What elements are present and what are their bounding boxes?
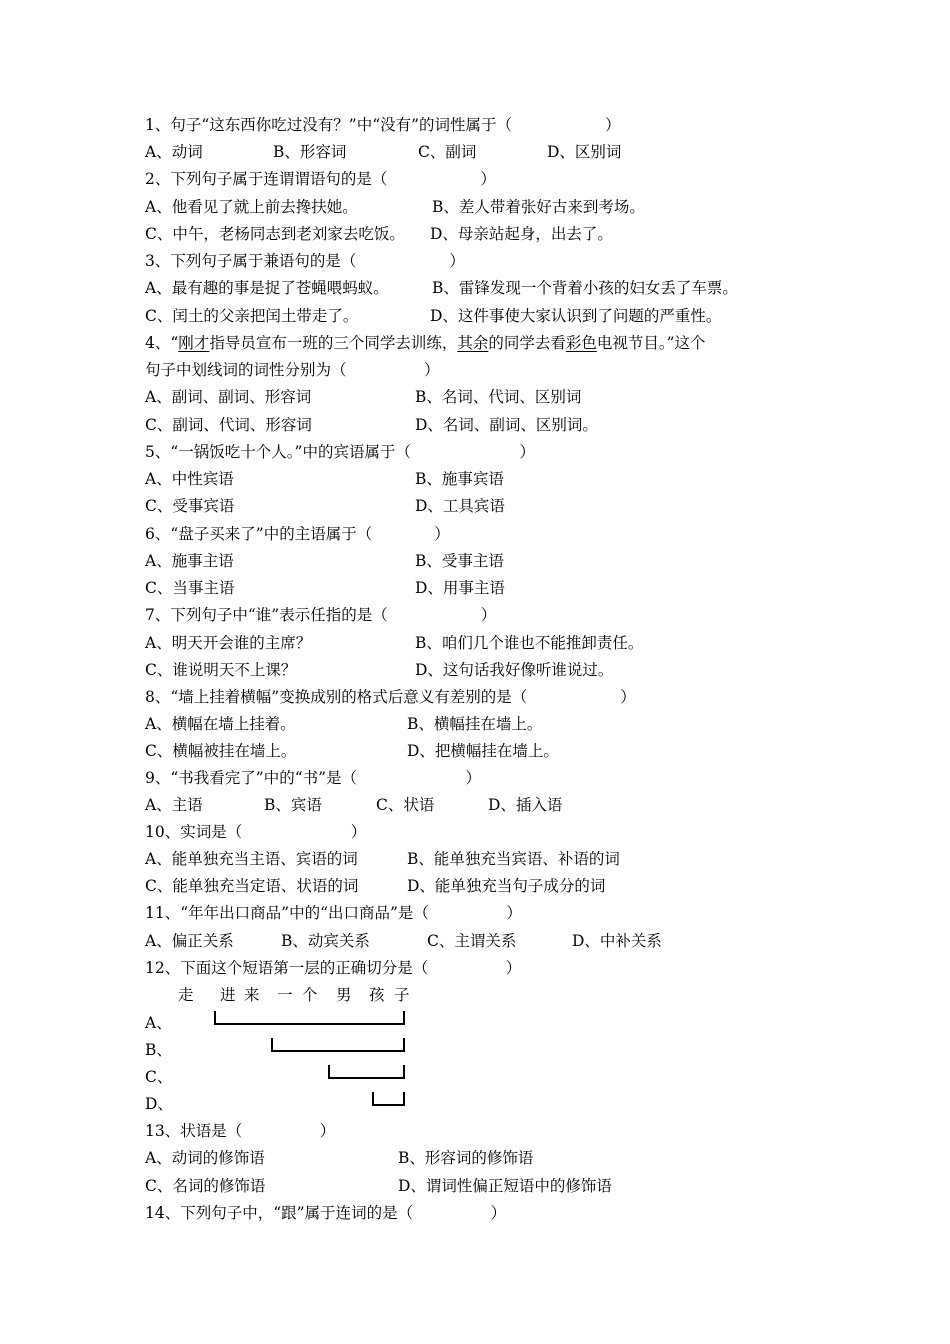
- q3-option-d: D、这件事使大家认识到了问题的严重性。: [430, 307, 722, 325]
- phrase-word: 子: [394, 986, 410, 1004]
- q2-option-c: C、中午，老杨同志到老刘家去吃饭。: [145, 225, 405, 243]
- q4-option-c: C、副词、代词、形容词: [145, 416, 312, 434]
- q2-option-d: D、母亲站起身，出去了。: [430, 225, 613, 243]
- phrase-word: 孩: [369, 986, 385, 1004]
- phrase-word: 走: [178, 986, 194, 1004]
- phrase-word: 一: [277, 986, 293, 1004]
- q3-option-a: A、最有趣的事是捉了苍蝇喂蚂蚁。: [145, 279, 389, 297]
- q5-option-a: A、中性宾语: [145, 470, 234, 488]
- q4-option-a: A、副词、副词、形容词: [145, 388, 312, 406]
- q1-option-a: A、动词: [145, 143, 203, 161]
- q11-option-b: B、动宾关系: [281, 932, 370, 950]
- q10-option-c: C、能单独充当定语、状语的词: [145, 877, 359, 895]
- q10-option-d: D、能单独充当句子成分的词: [407, 877, 606, 895]
- q1-option-c: C、副词: [418, 143, 477, 161]
- question-6: 6、“盘子买来了”中的主语属于（ ）: [145, 525, 450, 543]
- question-12: 12、下面这个短语第一层的正确切分是（ ）: [145, 959, 522, 977]
- q12-option-a: A、: [145, 1014, 172, 1032]
- q6-option-d: D、用事主语: [415, 579, 505, 597]
- q5-option-d: D、工具宾语: [415, 497, 505, 515]
- q13-option-d: D、谓词性偏正短语中的修饰语: [398, 1177, 612, 1195]
- q8-option-d: D、把横幅挂在墙上。: [407, 742, 559, 760]
- q13-option-a: A、动词的修饰语: [145, 1149, 265, 1167]
- question-13: 13、状语是（ ）: [145, 1122, 336, 1140]
- q9-option-d: D、插入语: [488, 796, 563, 814]
- segmentation-bracket-d: [372, 1092, 405, 1106]
- q13-option-c: C、名词的修饰语: [145, 1177, 266, 1195]
- q12-option-b: B、: [145, 1041, 172, 1059]
- q3-option-c: C、闰土的父亲把闰土带走了。: [145, 307, 359, 325]
- q6-option-c: C、当事主语: [145, 579, 235, 597]
- q2-option-b: B、差人带着张好古来到考场。: [432, 198, 645, 216]
- segmentation-bracket-a: [214, 1011, 405, 1025]
- q9-option-b: B、宾语: [264, 796, 322, 814]
- question-11: 11、“年年出口商品”中的“出口商品”是（ ）: [145, 904, 522, 922]
- q9-option-c: C、状语: [376, 796, 435, 814]
- segmentation-bracket-b: [271, 1038, 405, 1052]
- q8-option-c: C、横幅被挂在墙上。: [145, 742, 297, 760]
- underlined-word-3: 彩色: [565, 334, 597, 352]
- q12-option-d: D、: [145, 1095, 173, 1113]
- q4-option-d: D、名词、副词、区别词。: [415, 416, 598, 434]
- q8-option-a: A、横幅在墙上挂着。: [145, 715, 296, 733]
- question-4: 4、“刚才指导员宣布一班的三个同学去训练，其余的同学去看彩色电视节目。”这个: [145, 334, 706, 352]
- q4-option-b: B、名词、代词、区别词: [415, 388, 582, 406]
- q7-option-b: B、咱们几个谁也不能推卸责任。: [415, 634, 644, 652]
- q7-option-a: A、明天开会谁的主席？: [145, 634, 312, 652]
- segmentation-bracket-c: [328, 1065, 405, 1079]
- q5-option-c: C、受事宾语: [145, 497, 235, 515]
- q11-option-d: D、中补关系: [572, 932, 662, 950]
- question-10: 10、实词是（ ）: [145, 823, 367, 841]
- phrase-word: 个: [302, 986, 318, 1004]
- q7-option-c: C、谁说明天不上课？: [145, 661, 297, 679]
- q7-option-d: D、这句话我好像听谁说过。: [415, 661, 614, 679]
- q3-option-b: B、雷锋发现一个背着小孩的妇女丢了车票。: [432, 279, 738, 297]
- q5-option-b: B、施事宾语: [415, 470, 504, 488]
- question-7: 7、下列句子中“谁”表示任指的是（ ）: [145, 606, 497, 624]
- q10-option-a: A、能单独充当主语、宾语的词: [145, 850, 358, 868]
- question-5: 5、“一锅饭吃十个人。”中的宾语属于（ ）: [145, 443, 535, 461]
- q10-option-b: B、能单独充当宾语、补语的词: [407, 850, 620, 868]
- question-4-continued: 句子中划线词的词性分别为（ ）: [145, 361, 440, 379]
- q9-option-a: A、主语: [145, 796, 203, 814]
- underlined-word-1: 刚才: [178, 334, 210, 352]
- underlined-word-2: 其余: [457, 334, 489, 352]
- question-14: 14、下列句子中，“跟”属于连词的是（ ）: [145, 1204, 507, 1222]
- q8-option-b: B、横幅挂在墙上。: [407, 715, 543, 733]
- phrase-word: 来: [244, 986, 260, 1004]
- question-8: 8、“墙上挂着横幅”变换成别的格式后意义有差别的是（ ）: [145, 688, 636, 706]
- q13-option-b: B、形容词的修饰语: [398, 1149, 534, 1167]
- q12-option-c: C、: [145, 1068, 173, 1086]
- q1-option-d: D、区别词: [547, 143, 622, 161]
- question-9: 9、“书我看完了”中的“书”是（ ）: [145, 769, 482, 787]
- question-2: 2、下列句子属于连谓谓语句的是（ ）: [145, 170, 496, 188]
- phrase-word: 进: [220, 986, 236, 1004]
- q11-option-a: A、偏正关系: [145, 932, 234, 950]
- q6-option-a: A、施事主语: [145, 552, 234, 570]
- question-3: 3、下列句子属于兼语句的是（ ）: [145, 252, 465, 270]
- q1-option-b: B、形容词: [273, 143, 347, 161]
- q2-option-a: A、他看见了就上前去搀扶她。: [145, 198, 358, 216]
- phrase-word: 男: [336, 986, 352, 1004]
- question-1: 1、句子“这东西你吃过没有？”中“没有”的词性属于（ ）: [145, 116, 621, 134]
- q6-option-b: B、受事主语: [415, 552, 504, 570]
- q11-option-c: C、主谓关系: [427, 932, 517, 950]
